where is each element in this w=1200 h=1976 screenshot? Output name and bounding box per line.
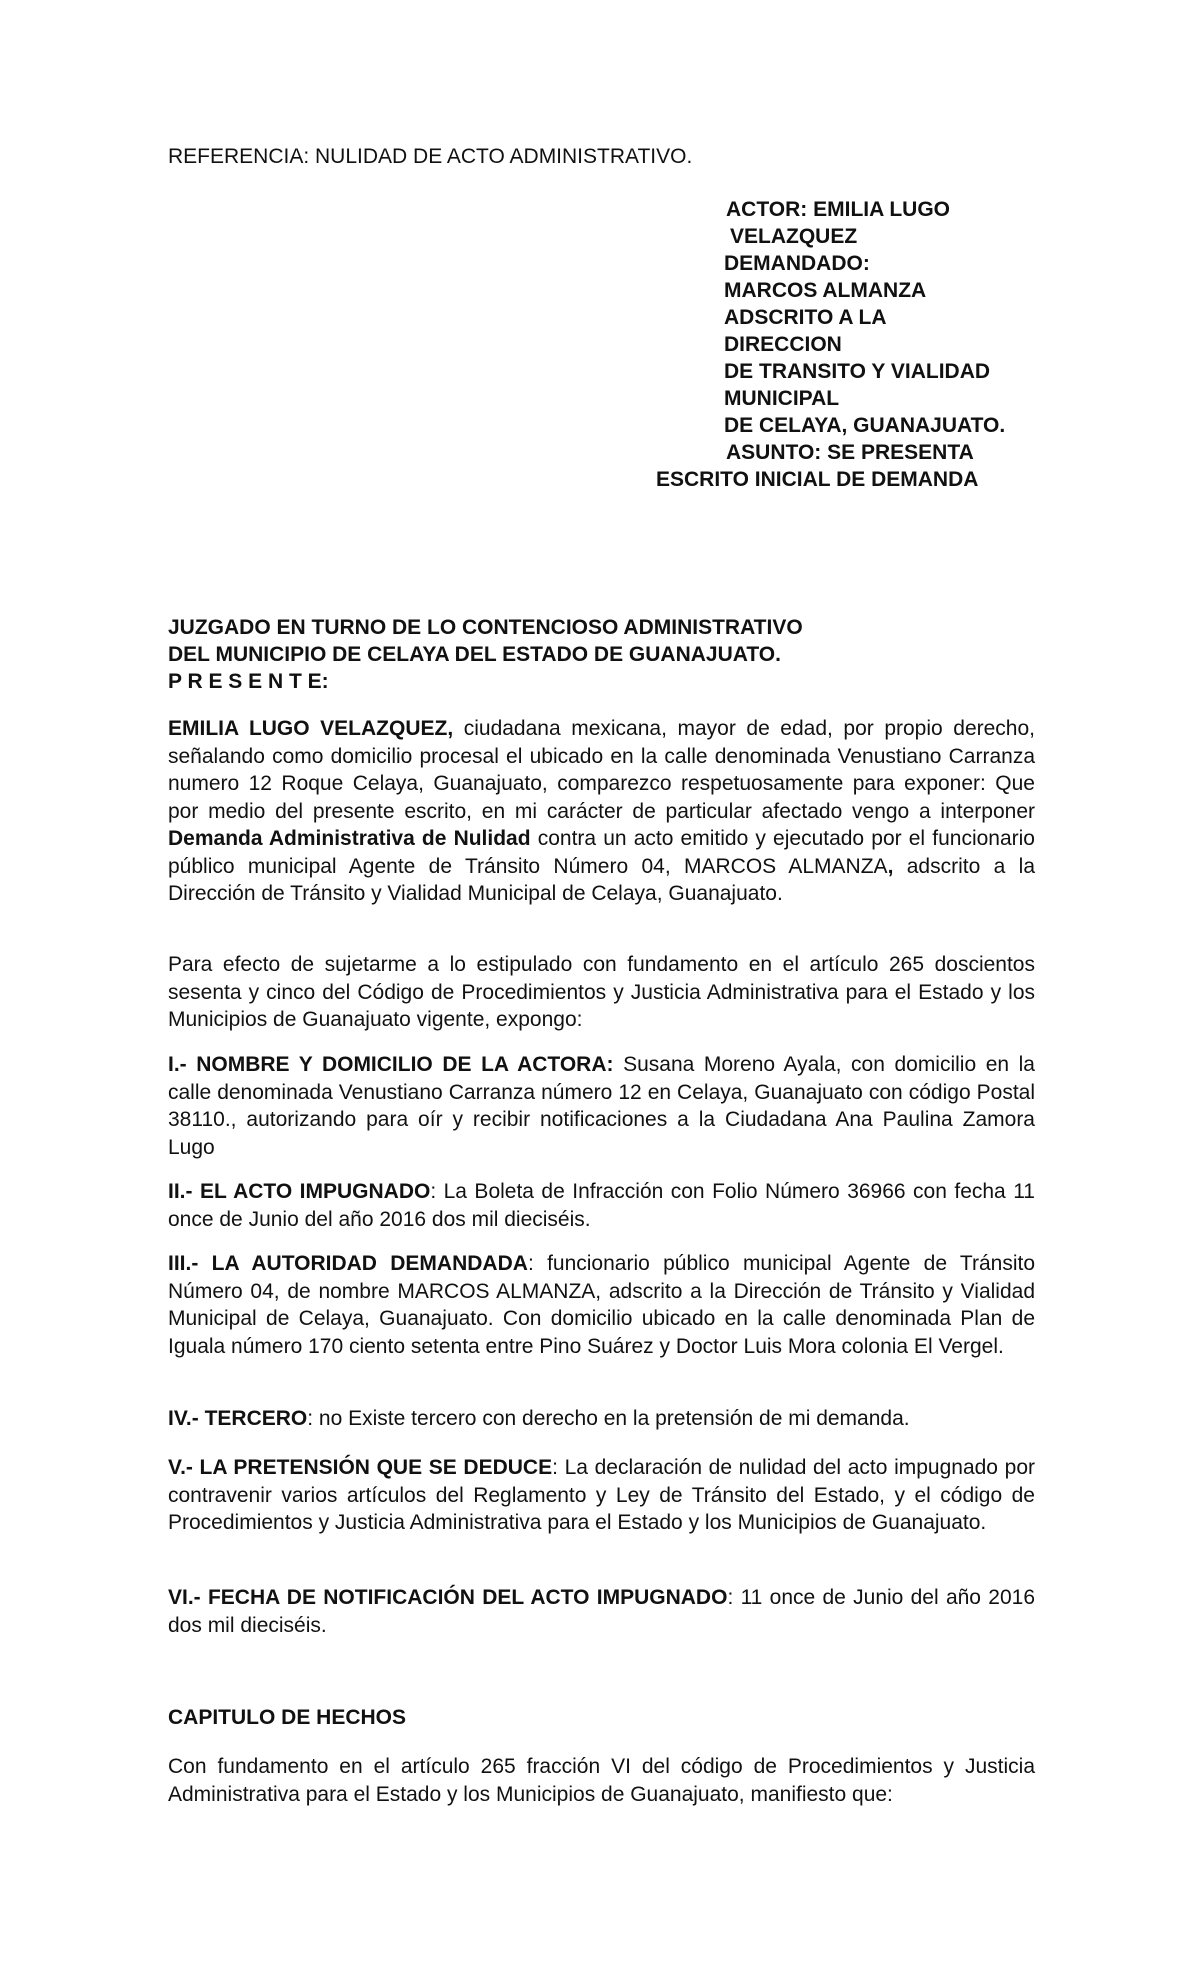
demanda-title: Demanda Administrativa de Nulidad: [168, 827, 531, 850]
demandado-line-3: ADSCRITO A LA: [724, 306, 887, 329]
demandado-line-6: MUNICIPAL: [724, 387, 840, 410]
fundamento-paragraph: Para efecto de sujetarme a lo estipulado con fundamento en el artículo 265 doscientos sesenta y cinco del Código de Procedimientos y Justicia Administrativa para el Estado y los Municipios de Guanajuato vigente, expongo:: [168, 953, 1035, 1031]
section-ii: [168, 1178, 1035, 1233]
section-label: III.- LA AUTORIDAD DEMANDADA: [168, 1252, 528, 1275]
section-iv: [168, 1405, 1035, 1433]
referencia-line: REFERENCIA: NULIDAD DE ACTO ADMINISTRATIVO.: [168, 145, 693, 168]
actor-name: EMILIA LUGO VELAZQUEZ,: [168, 717, 454, 740]
actor-line-2: VELAZQUEZ: [730, 225, 858, 248]
intro-comma: ,: [887, 854, 894, 878]
presente-line: P R E S E N T E:: [168, 670, 329, 693]
intro-text-1: ciudadana mexicana, mayor de edad, por propio derecho, señalando como domicilio procesal el ubicado en la calle denominada Venustiano Carranza numero 12 Roque Celaya, Guanajuato, comparezco respetuosamente para exponer: Que por medio del presente escrito, en mi carácter de particular afectado vengo a interponer: [168, 717, 1035, 823]
section-label: VI.- FECHA DE NOTIFICACIÓN DEL ACTO IMPUGNADO: [168, 1586, 728, 1609]
hechos-title: CAPITULO DE HECHOS: [168, 1706, 407, 1729]
hechos-paragraph: Con fundamento en el artículo 265 fracción VI del código de Procedimientos y Justicia Administrativa para el Estado y los Municipios de Guanajuato, manifiesto que:: [168, 1755, 1035, 1806]
asunto-line-2: ESCRITO INICIAL DE DEMANDA: [656, 468, 979, 491]
section-label: I.- NOMBRE Y DOMICILIO DE LA ACTORA:: [168, 1053, 614, 1076]
section-label: V.- LA PRETENSIÓN QUE SE DEDUCE: [168, 1456, 553, 1479]
demandado-line-5: DE TRANSITO Y VIALIDAD: [724, 360, 991, 383]
section-text: : funcionario público municipal Agente de Tránsito Número 04, de nombre MARCOS ALMANZA, adscrito a la Dirección de Tránsito y Vialidad Municipal de Celaya, Guanajuato. Con domicilio ubicado en la calle denominada Plan de Iguala número 170 ciento setenta entre Pino Suárez y Doctor Luis Mora colonia El Vergel.: [168, 1252, 1035, 1358]
actor-line-1: ACTOR: EMILIA LUGO: [726, 198, 950, 221]
demandado-line-7: DE CELAYA, GUANAJUATO.: [724, 414, 1006, 437]
asunto-line-1: ASUNTO: SE PRESENTA: [726, 441, 974, 464]
section-text: Susana Moreno Ayala, con domicilio en la calle denominada Venustiano Carranza número 12 en Celaya, Guanajuato con código Postal 38110., autorizando para oír y recibir notificaciones a la Ciudadana Ana Paulina Zamora Lugo: [168, 1053, 1035, 1159]
section-iii: [168, 1250, 1035, 1360]
demandado-line-4: DIRECCION: [724, 333, 842, 356]
addressee-line-1: JUZGADO EN TURNO DE LO CONTENCIOSO ADMINISTRATIVO: [168, 616, 803, 639]
section-text: : La declaración de nulidad del acto impugnado por contravenir varios artículos del Reglamento y Ley de Tránsito del Estado, y el código de Procedimientos y Justicia Administrativa para el Estado y los Municipios de Guanajuato.: [168, 1456, 1035, 1534]
intro-text-2: contra un acto emitido y ejecutado por el funcionario público municipal Agente de Tránsito Número 04, MARCOS ALMANZA: [168, 827, 1035, 878]
section-label: IV.- TERCERO: [168, 1407, 308, 1430]
section-text: : 11 once de Junio del año 2016 dos mil dieciséis.: [168, 1586, 1035, 1637]
intro-paragraph: [168, 715, 1035, 908]
section-v: [168, 1454, 1035, 1537]
section-vi: [168, 1584, 1035, 1639]
demandado-line-1: DEMANDADO:: [724, 252, 870, 275]
section-label: II.- EL ACTO IMPUGNADO: [168, 1180, 431, 1203]
section-text: : no Existe tercero con derecho en la pretensión de mi demanda.: [307, 1407, 910, 1430]
section-i: [168, 1051, 1035, 1161]
section-text: : La Boleta de Infracción con Folio Número 36966 con fecha 11 once de Junio del año 2016 dos mil dieciséis.: [168, 1180, 1035, 1231]
addressee-line-2: DEL MUNICIPIO DE CELAYA DEL ESTADO DE GUANAJUATO.: [168, 643, 781, 666]
demandado-line-2: MARCOS ALMANZA: [724, 279, 927, 302]
intro-text-3: adscrito a la Dirección de Tránsito y Vialidad Municipal de Celaya, Guanajuato.: [168, 854, 1035, 905]
